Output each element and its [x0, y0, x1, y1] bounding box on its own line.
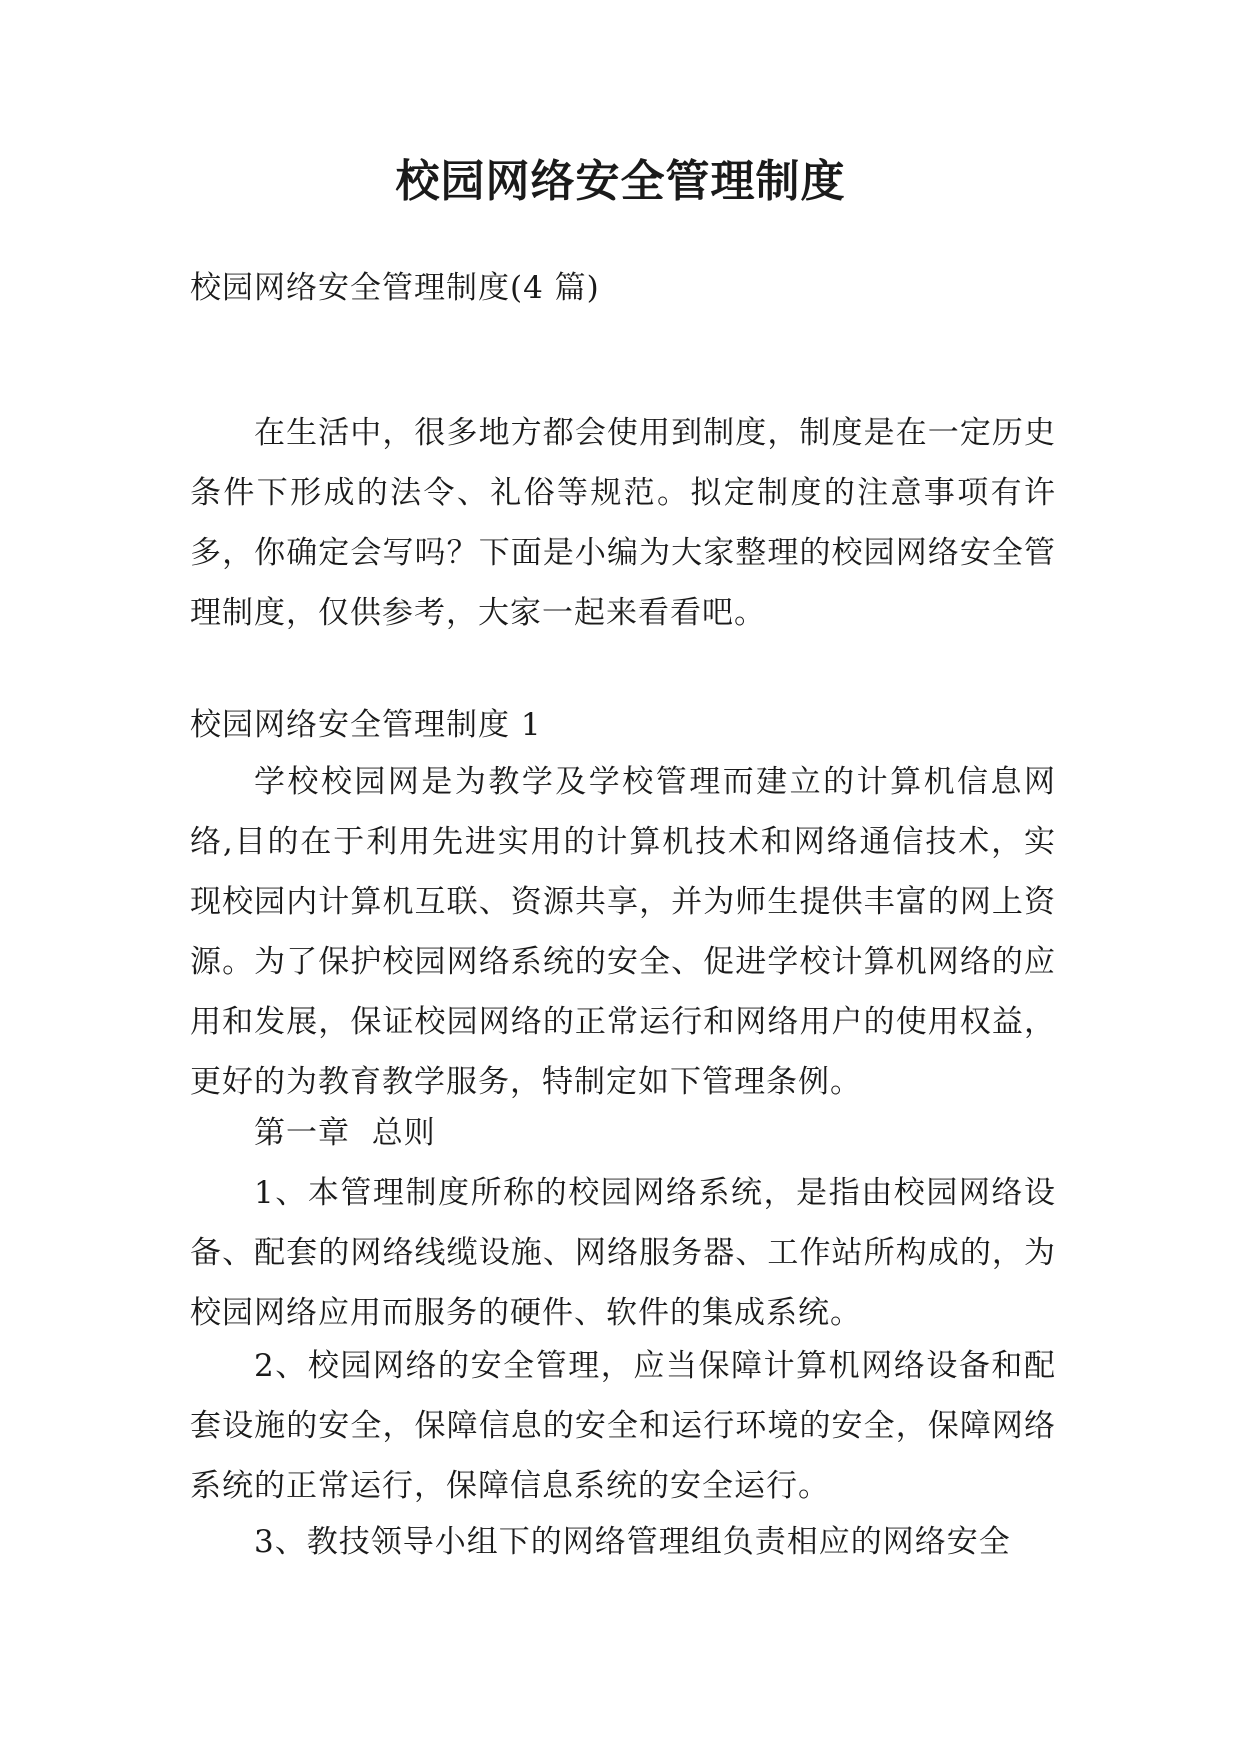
section-paragraph: 学校校园网是为教学及学校管理而建立的计算机信息网络,目的在于利用先进实用的计算机技术和网络通信技术，实现校园内计算机互联、资源共享，并为师生提供丰富的网上资源。为了保护校园网络系统的安全、促进学校计算机网络的应用和发展，保证校园网络的正常运行和网络用户的使用权益，更好的为教育教学服务，特制定如下管理条例。 [190, 764, 1056, 1100]
intro-paragraph: 在生活中，很多地方都会使用到制度，制度是在一定历史条件下形成的法令、礼俗等规范。拟定制度的注意事项有许多，你确定会写吗？下面是小编为大家整理的校园网络安全管理制度，仅供参考，大家一起来看看吧。 [190, 415, 1056, 631]
clause-1: 1、本管理制度所称的校园网络系统，是指由校园网络设备、配套的网络线缆设施、网络服务器、工作站所构成的，为校园网络应用而服务的硬件、软件的集成系统。 [190, 1175, 1056, 1331]
section-heading: 校园网络安全管理制度 1 [190, 707, 542, 743]
clause-2: 2、校园网络的安全管理，应当保障计算机网络设备和配套设施的安全，保障信息的安全和运行环境的安全，保障网络系统的正常运行，保障信息系统的安全运行。 [190, 1348, 1056, 1504]
clause-3: 3、教技领导小组下的网络管理组负责相应的网络安全 [254, 1524, 1011, 1560]
document-subtitle: 校园网络安全管理制度(4 篇) [190, 270, 600, 306]
document-title: 校园网络安全管理制度 [395, 156, 846, 207]
chapter-heading: 第一章 总则 [254, 1115, 436, 1151]
